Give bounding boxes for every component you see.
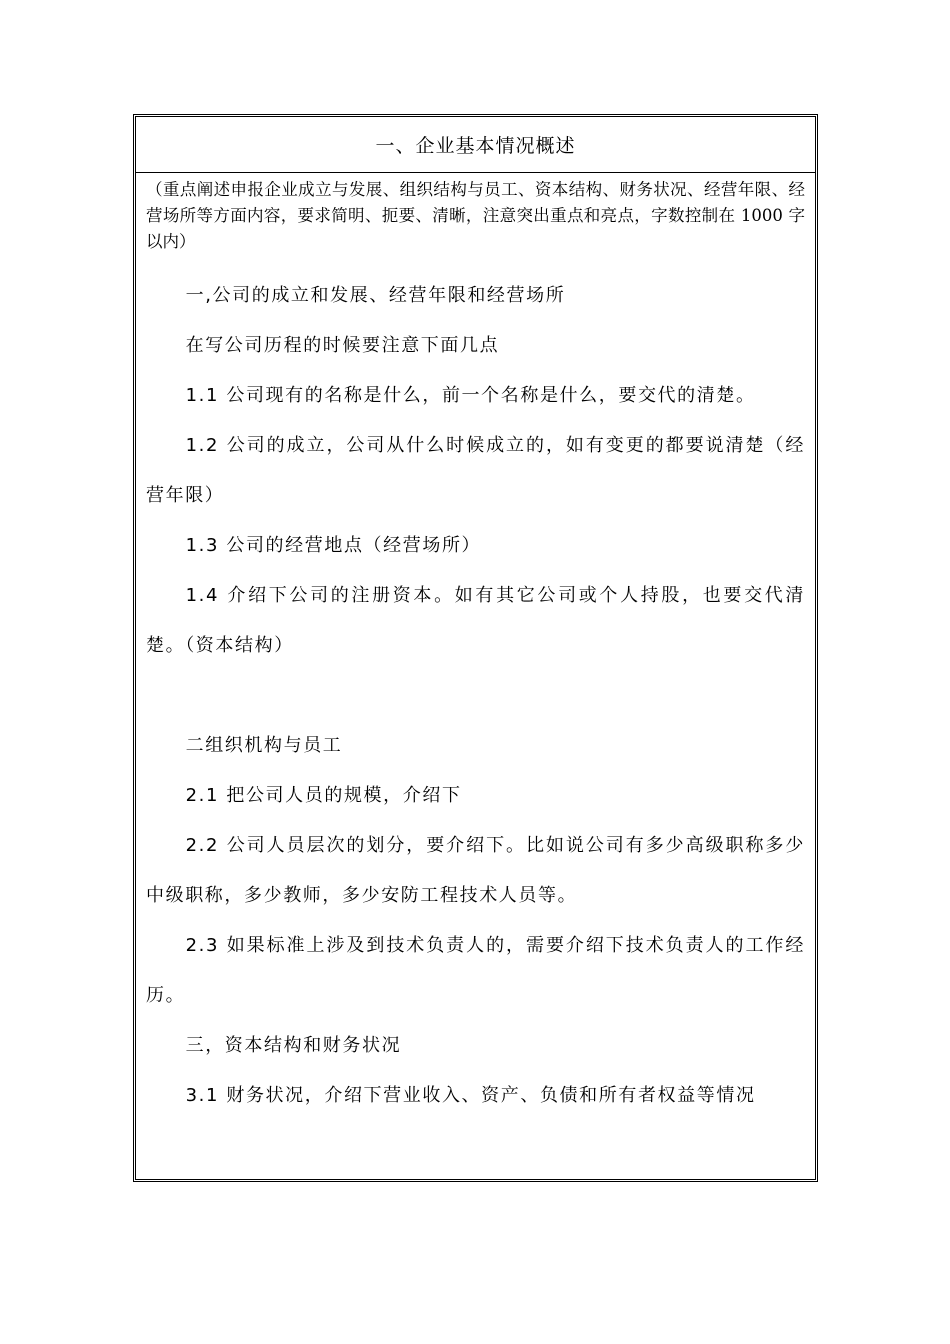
content-cell: [136, 173, 815, 1179]
item-2-2: 2.2 公司人员层次的划分，要介绍下。比如说公司有多少高级职称多少中级职称，多少教师，多少安防工程技术人员等。: [146, 835, 805, 906]
heading-company-founding: 一,公司的成立和发展、经营年限和经营场所: [185, 285, 566, 306]
item-1-3: 1.3 公司的经营地点（经营场所）: [185, 535, 482, 556]
item-1-4: 1.4 介绍下公司的注册资本。如有其它公司或个人持股，也要交代清楚。（资本结构）: [146, 585, 805, 656]
enterprise-overview-table: [133, 114, 818, 1182]
blank-line: [146, 671, 805, 721]
heading-capital-finance: 三，资本结构和财务状况: [185, 1035, 402, 1056]
section-title: 一、企业基本情况概述: [136, 117, 815, 173]
instruction-text: （重点阐述申报企业成立与发展、组织结构与员工、资本结构、财务状况、经营年限、经营场所等方面内容，要求简明、扼要、清晰，注意突出重点和亮点，字数控制在 1000 字以内）: [146, 180, 805, 251]
item-1-1: 1.1 公司现有的名称是什么，前一个名称是什么，要交代的清楚。: [185, 385, 756, 406]
item-2-1: 2.1 把公司人员的规模，介绍下: [185, 785, 462, 806]
body-text: [146, 271, 805, 1121]
item-2-3: 2.3 如果标准上涉及到技术负责人的，需要介绍下技术负责人的工作经历。: [146, 935, 805, 1006]
item-3-1: 3.1 财务状况，介绍下营业收入、资产、负债和所有者权益等情况: [185, 1085, 756, 1106]
heading-organization: 二组织机构与员工: [185, 735, 343, 756]
intro-paragraph: 在写公司历程的时候要注意下面几点: [185, 335, 500, 356]
item-1-2: 1.2 公司的成立，公司从什么时候成立的，如有变更的都要说清楚（经营年限）: [146, 435, 805, 506]
